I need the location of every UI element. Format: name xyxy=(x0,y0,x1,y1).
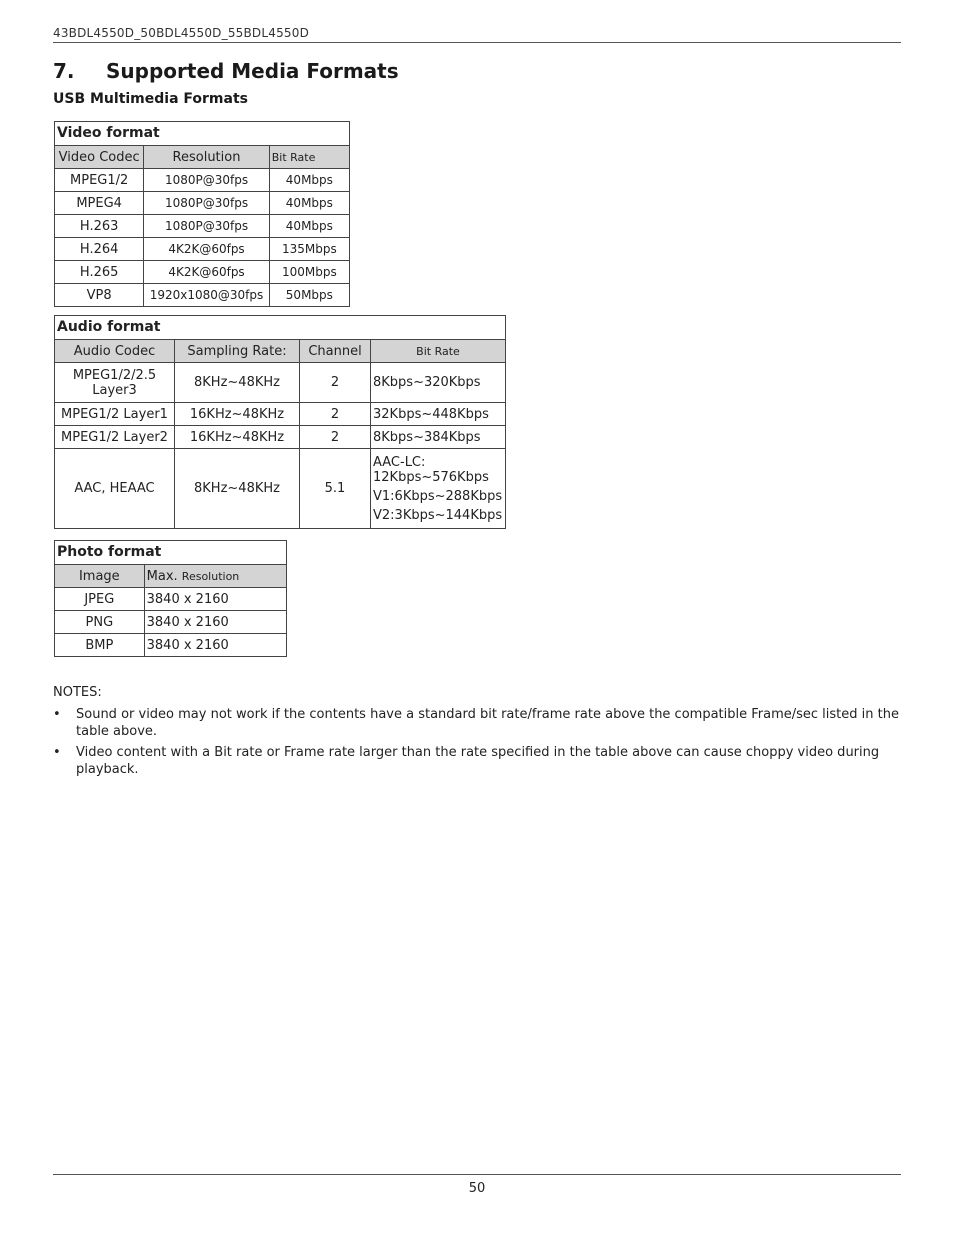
audio-sampling: 16KHz~48KHz xyxy=(175,426,300,449)
table-row xyxy=(55,261,350,284)
table-row xyxy=(55,449,506,529)
photo-image: PNG xyxy=(55,611,145,634)
video-bitrate: 40Mbps xyxy=(269,215,349,238)
audio-codec: MPEG1/2 Layer1 xyxy=(55,403,175,426)
video-codec: MPEG1/2 xyxy=(55,169,144,192)
table-row xyxy=(55,192,350,215)
video-bitrate: 40Mbps xyxy=(269,192,349,215)
photo-header-max-resolution xyxy=(144,565,286,588)
audio-codec: AAC, HEAAC xyxy=(55,449,175,529)
section-number: 7. xyxy=(53,59,75,83)
note-text: Sound or video may not work if the contents have a standard bit rate/frame rate above the compatible Frame/sec listed in the table above. xyxy=(76,707,899,739)
video-resolution: 1920x1080@30fps xyxy=(144,284,269,307)
audio-header-bitrate: Bit Rate xyxy=(371,340,506,363)
photo-table-caption: Photo format xyxy=(55,541,287,565)
bullet: • xyxy=(53,745,61,760)
audio-sampling: 16KHz~48KHz xyxy=(175,403,300,426)
video-resolution: 4K2K@60fps xyxy=(144,261,269,284)
video-bitrate: 40Mbps xyxy=(269,169,349,192)
video-bitrate: 50Mbps xyxy=(269,284,349,307)
audio-format-table xyxy=(54,315,506,529)
video-resolution: 4K2K@60fps xyxy=(144,238,269,261)
video-format-table xyxy=(54,121,350,307)
notes-title: NOTES: xyxy=(53,685,102,700)
bullet: • xyxy=(53,707,61,722)
audio-header-channel: Channel xyxy=(300,340,371,363)
photo-format-table xyxy=(54,540,287,657)
section-title xyxy=(53,59,399,83)
table-row xyxy=(55,215,350,238)
table-row xyxy=(55,611,287,634)
video-resolution: 1080P@30fps xyxy=(144,169,269,192)
audio-codec: MPEG1/2 Layer2 xyxy=(55,426,175,449)
table-row xyxy=(55,363,506,403)
audio-table-caption: Audio format xyxy=(55,316,506,340)
photo-header-image: Image xyxy=(55,565,145,588)
audio-channel: 2 xyxy=(300,363,371,403)
header-divider xyxy=(53,42,901,43)
audio-bitrate: 8Kbps~320Kbps xyxy=(371,363,506,403)
photo-image: BMP xyxy=(55,634,145,657)
table-row xyxy=(55,169,350,192)
table-row xyxy=(55,634,287,657)
table-row xyxy=(55,403,506,426)
video-codec: H.264 xyxy=(55,238,144,261)
table-row xyxy=(55,588,287,611)
audio-codec: MPEG1/2/2.5 Layer3 xyxy=(55,363,175,403)
video-codec: MPEG4 xyxy=(55,192,144,215)
video-resolution: 1080P@30fps xyxy=(144,192,269,215)
photo-resolution: 3840 x 2160 xyxy=(144,588,286,611)
table-row xyxy=(55,238,350,261)
audio-channel: 2 xyxy=(300,403,371,426)
audio-bitrate: 8Kbps~384Kbps xyxy=(371,426,506,449)
photo-header-resolution: Resolution xyxy=(181,569,240,583)
footer-divider xyxy=(53,1174,901,1175)
video-bitrate: 100Mbps xyxy=(269,261,349,284)
video-header-resolution: Resolution xyxy=(144,146,269,169)
audio-sampling: 8KHz~48KHz xyxy=(175,363,300,403)
note-text: Video content with a Bit rate or Frame rate larger than the rate specified in the table above can cause choppy video during playback. xyxy=(76,745,880,777)
header-model-numbers: 43BDL4550D_50BDL4550D_55BDL4550D xyxy=(53,26,310,40)
video-header-codec: Video Codec xyxy=(55,146,144,169)
table-row xyxy=(55,284,350,307)
photo-resolution: 3840 x 2160 xyxy=(144,634,286,657)
audio-bitrate-v1: V1:6Kbps~288Kbps xyxy=(373,488,503,504)
photo-header-max: Max. xyxy=(146,568,178,584)
audio-bitrate-aaclc: AAC-LC: 12Kbps~576Kbps xyxy=(373,454,489,485)
audio-sampling: 8KHz~48KHz xyxy=(175,449,300,529)
photo-resolution: 3840 x 2160 xyxy=(144,611,286,634)
video-codec: H.265 xyxy=(55,261,144,284)
list-item xyxy=(53,744,901,778)
table-row xyxy=(55,426,506,449)
section-subtitle: USB Multimedia Formats xyxy=(53,91,248,107)
audio-channel: 2 xyxy=(300,426,371,449)
list-item xyxy=(53,706,901,740)
page-number: 50 xyxy=(468,1181,486,1196)
video-bitrate: 135Mbps xyxy=(269,238,349,261)
audio-bitrate: 32Kbps~448Kbps xyxy=(371,403,506,426)
video-header-bitrate: Bit Rate xyxy=(269,146,349,169)
audio-header-codec: Audio Codec xyxy=(55,340,175,363)
video-codec: VP8 xyxy=(55,284,144,307)
notes-list xyxy=(53,706,901,782)
audio-header-sampling: Sampling Rate: xyxy=(175,340,300,363)
photo-image: JPEG xyxy=(55,588,145,611)
audio-bitrate-list xyxy=(371,449,506,529)
video-table-caption: Video format xyxy=(55,122,350,146)
audio-channel: 5.1 xyxy=(300,449,371,529)
audio-bitrate-v2: V2:3Kbps~144Kbps xyxy=(373,507,503,523)
video-resolution: 1080P@30fps xyxy=(144,215,269,238)
video-codec: H.263 xyxy=(55,215,144,238)
section-title-text: Supported Media Formats xyxy=(106,59,399,83)
